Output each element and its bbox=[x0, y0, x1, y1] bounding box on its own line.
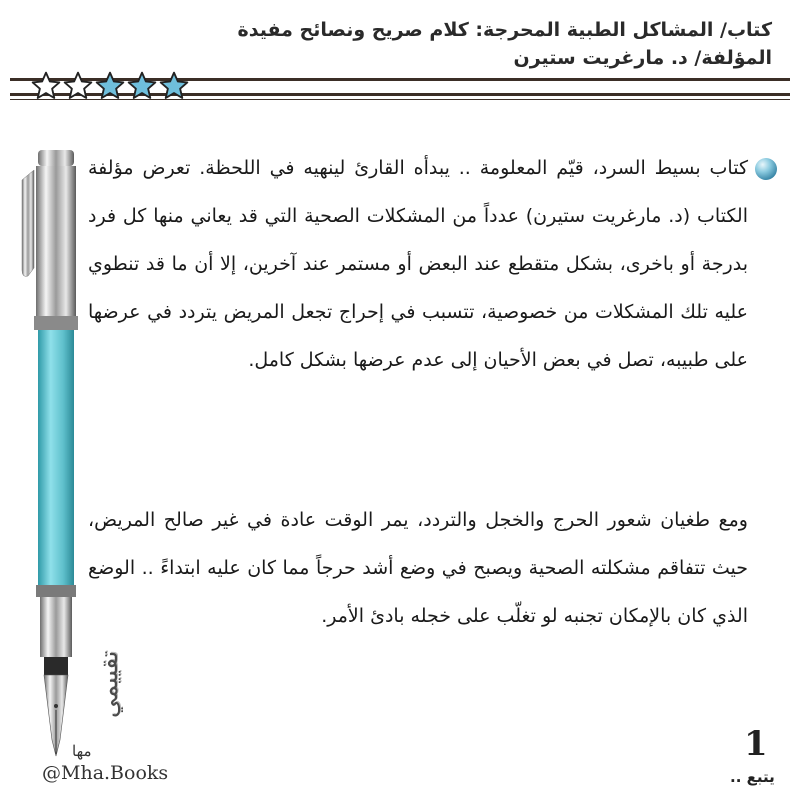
signature-text: تقييمي bbox=[95, 650, 123, 718]
page-number: 1 bbox=[744, 724, 768, 764]
star-empty-icon bbox=[62, 70, 94, 102]
star-filled-icon bbox=[158, 70, 190, 102]
bullet-icon bbox=[755, 158, 777, 180]
author-signature: مها bbox=[72, 742, 92, 760]
continued-label: يتبع .. bbox=[730, 768, 775, 786]
fountain-pen-icon bbox=[16, 150, 96, 760]
star-filled-icon bbox=[94, 70, 126, 102]
header-title bbox=[32, 16, 772, 72]
star-empty-icon bbox=[30, 70, 62, 102]
star-filled-icon bbox=[126, 70, 158, 102]
star-rating bbox=[30, 70, 190, 110]
social-handle: @Mha.Books bbox=[42, 762, 169, 784]
review-paragraph-1: كتاب بسيط السرد، قيّم المعلومة .. يبدأه القارئ لينهيه في اللحظة. تعرض مؤلفة الكتاب (د. مارغريت ستيرن) عدداً من المشكلات الصحية التي قد يعاني منها كل فرد بدرجة أو باخرى، بشكل متقطع عند البعض أو مستمر عند آخرين، إلا أن ما قد تنطوي عليه تلك المشكلات من خصوصية، تتسبب في إحراج تجعل المريض يتردد في عرضها على طبيبه، تصل في بعض الأحيان إلى عدم عرضها بشكل كامل. bbox=[88, 157, 748, 371]
book-title: كتاب/ المشاكل الطبية المحرجة: كلام صريح ونصائح مفيدة bbox=[237, 19, 772, 41]
author-line: المؤلفة/ د. مارغريت ستيرن bbox=[513, 47, 772, 69]
review-paragraph-2: ومع طغيان شعور الحرج والخجل والتردد، يمر الوقت عادة في غير صالح المريض، حيث تتفاقم مشكلته الصحية ويصبح في وضع أشد حرجاً مما كان عليه ابتداءً .. الوضع الذي كان بالإمكان تجنبه لو تغلّب على خجله بادئ الأمر. bbox=[88, 509, 748, 627]
